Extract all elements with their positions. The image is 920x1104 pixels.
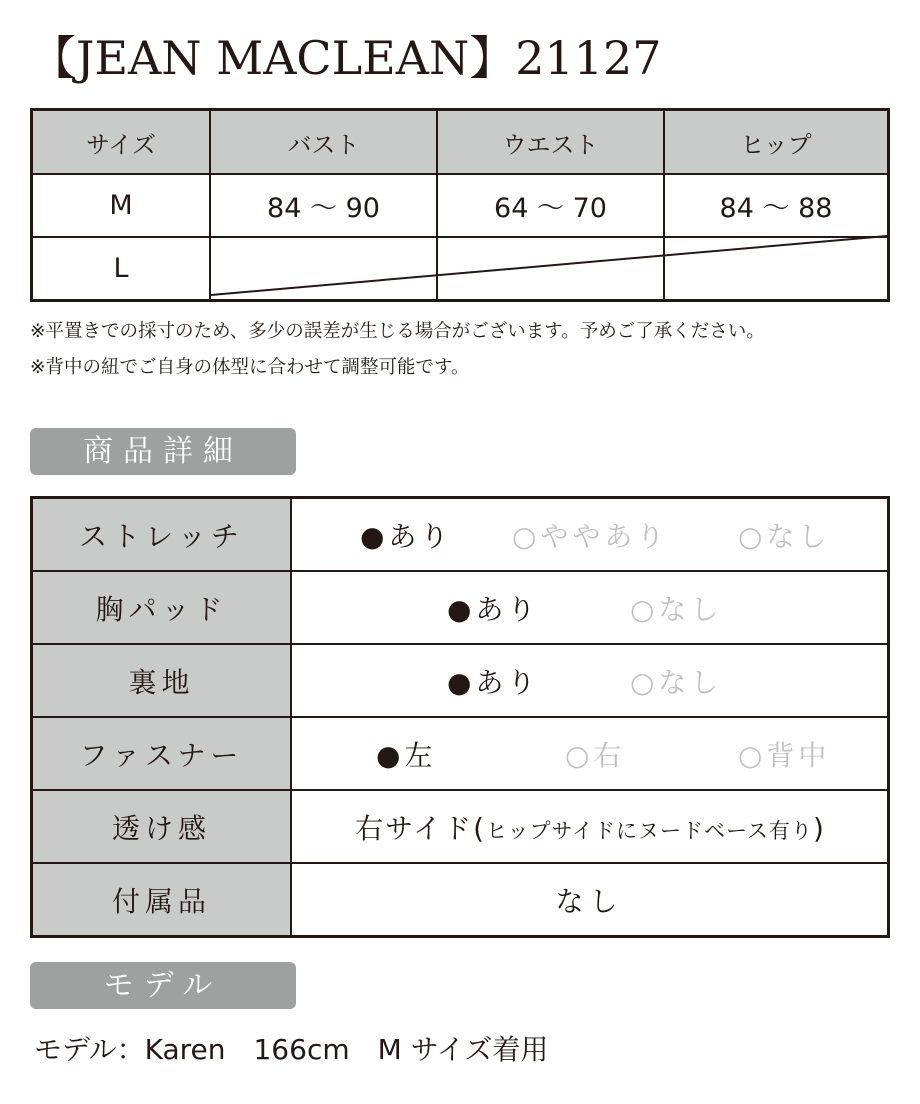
option-unselected: ○右: [565, 738, 626, 772]
option-unselected: ○ややあり: [512, 519, 669, 553]
detail-row-accessory: [32, 863, 889, 937]
detail-row-lining: [32, 644, 889, 717]
hip-cell: 84 〜 88: [664, 174, 889, 237]
page-title: 【JEAN MACLEAN】21127: [30, 31, 662, 85]
option-unselected: ○なし: [630, 665, 723, 699]
detail-value: [291, 571, 889, 644]
option-unselected: ○なし: [630, 592, 723, 626]
detail-value: [291, 498, 889, 572]
model-info: モデル：Karen 166cm M サイズ着用: [34, 1033, 549, 1066]
detail-label: ファスナー: [32, 717, 292, 790]
detail-row-fastener: [32, 717, 889, 790]
option-selected: ●あり: [447, 665, 540, 699]
sheer-small-text: ヒップサイドにヌードベース有り: [486, 818, 813, 843]
detail-value: [291, 644, 889, 717]
detail-label: 付属品: [32, 863, 292, 937]
option-selected: ●あり: [447, 592, 540, 626]
sheer-close-paren: ): [812, 811, 824, 845]
size-header-hip: ヒップ: [664, 110, 889, 175]
note-measurement: ※平置きでの採寸のため、多少の誤差が生じる場合がございます。予めご了承ください。: [30, 321, 765, 342]
detail-label: 胸パッド: [32, 571, 292, 644]
size-notes: [30, 314, 765, 386]
detail-row-stretch: [32, 498, 889, 572]
option-unselected: ○背中: [738, 738, 831, 772]
details-heading: 商品詳細: [30, 428, 296, 475]
detail-value: [291, 790, 889, 863]
waist-cell: 64 〜 70: [437, 174, 664, 237]
not-available-strike-line: [209, 234, 889, 298]
model-heading: モデル: [30, 962, 296, 1009]
option-unselected: ○なし: [738, 519, 831, 553]
size-cell: M: [32, 174, 211, 237]
detail-row-sheer: [32, 790, 889, 863]
detail-label: 透け感: [32, 790, 292, 863]
size-cell: L: [32, 237, 211, 301]
detail-row-pad: [32, 571, 889, 644]
detail-value: なし: [291, 863, 889, 937]
size-header-waist: ウエスト: [437, 110, 664, 175]
size-header-bust: バスト: [210, 110, 437, 175]
sheer-main-text: 右サイド(: [355, 811, 487, 845]
size-row-m: [32, 174, 889, 237]
detail-label: 裏地: [32, 644, 292, 717]
bust-cell: 84 〜 90: [210, 174, 437, 237]
detail-value: [291, 717, 889, 790]
option-selected: ●左: [376, 738, 437, 772]
note-adjustable: ※背中の紐でご自身の体型に合わせて調整可能です。: [30, 357, 470, 378]
details-table: [30, 496, 890, 938]
size-header-size: サイズ: [32, 110, 211, 175]
detail-label: ストレッチ: [32, 498, 292, 572]
size-table-header-row: [32, 110, 889, 175]
option-selected: ●あり: [360, 519, 453, 553]
